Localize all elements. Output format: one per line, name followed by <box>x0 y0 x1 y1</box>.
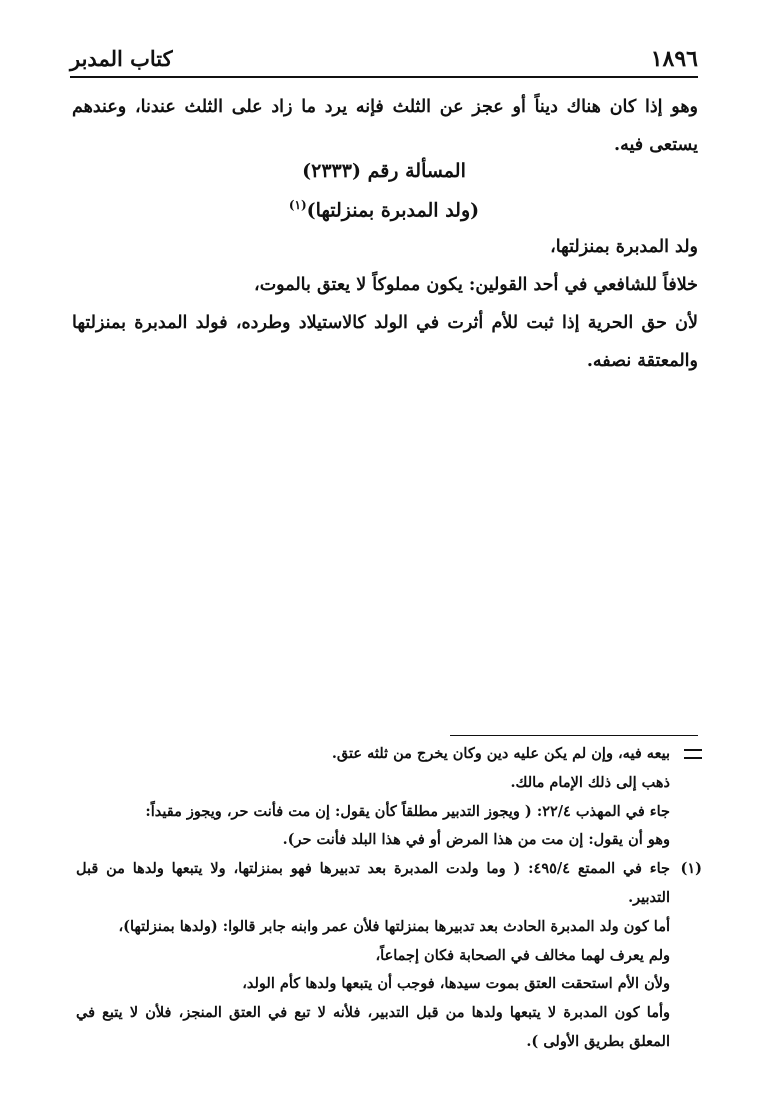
footnote-text: وأما كون المدبرة لا يتبعها ولدها من قبل التدبير، فلأنه لا تبع في العتق المنجز، فلأن لا يتبع في المعلق بطريق الأولى ). <box>76 1004 670 1050</box>
footnote-reference[interactable]: (١) <box>288 198 307 212</box>
footnote-line <box>76 769 702 798</box>
page-header <box>70 44 698 78</box>
running-title: كتاب المدبر <box>70 46 173 71</box>
footnote-text: وهو أن يقول: إن مت من هذا المرض أو في هذا البلد فأنت حر). <box>282 831 670 849</box>
footnote-line <box>76 999 702 1057</box>
footnote-marker: (١) <box>680 860 702 878</box>
footnote-text: ذهب إلى ذلك الإمام مالك. <box>510 773 670 791</box>
footnote-text: جاء في الممتع ٤٩٥/٤: ( وما ولدت المدبرة بعد تدبيرها فهو بمنزلتها، ولا يتبعها ولدها من قبل التدبير. <box>76 860 670 906</box>
footnote-text: بيعه فيه، وإن لم يكن عليه دين وكان يخرج من ثلثه عتق. <box>331 745 670 762</box>
footnote-line <box>76 913 702 942</box>
footnote-line <box>76 798 702 827</box>
continuation-mark <box>674 740 702 769</box>
footnote-line <box>76 970 702 999</box>
footnote-text: ولم يعرف لهما مخالف في الصحابة فكان إجماعاً، <box>375 946 670 964</box>
intro-paragraph: وهو إذا كان هناك ديناً أو عجز عن الثلث فإنه يرد ما زاد على الثلث عندنا، وعندهم يستعى فيه. <box>72 97 698 155</box>
footnote-line <box>76 942 702 971</box>
body-paragraph: خلافاً للشافعي في أحد القولين: يكون مملوكاً لا يعتق بالموت، <box>254 275 698 295</box>
footnote-line <box>76 740 702 769</box>
issue-title: (ولد المدبرة بمنزلتها) <box>306 199 480 222</box>
footnote-text: ولأن الأم استحقت العتق بموت سيدها، فوجب أن يتبعها ولدها كأم الولد، <box>242 975 670 993</box>
footnote-separator <box>450 735 698 736</box>
issue-title-heading <box>70 198 698 221</box>
body-paragraph: ولد المدبرة بمنزلتها، <box>550 237 698 257</box>
page-number: ١٨٩٦ <box>650 46 698 72</box>
footnote-line <box>76 855 702 913</box>
footnote-text: جاء في المهذب ٢٢/٤: ( ويجوز التدبير مطلقاً كأن يقول: إن مت فأنت حر، ويجوز مقيداً: <box>145 802 670 820</box>
footnote-text: أما كون ولد المدبرة الحادث بعد تدبيرها بمنزلتها فلأن عمر وابنه جابر قالوا: (ولدها بمنزلتها)، <box>118 917 670 935</box>
issue-number-heading: المسألة رقم (٢٣٣٣) <box>302 160 466 182</box>
footnote-line <box>76 826 702 855</box>
footnotes-section <box>76 740 702 1057</box>
body-paragraph: لأن حق الحرية إذا ثبت للأم أثرت في الولد كالاستيلاد وطرده، فولد المدبرة بمنزلتها والمعتقة نصفه. <box>72 313 698 371</box>
